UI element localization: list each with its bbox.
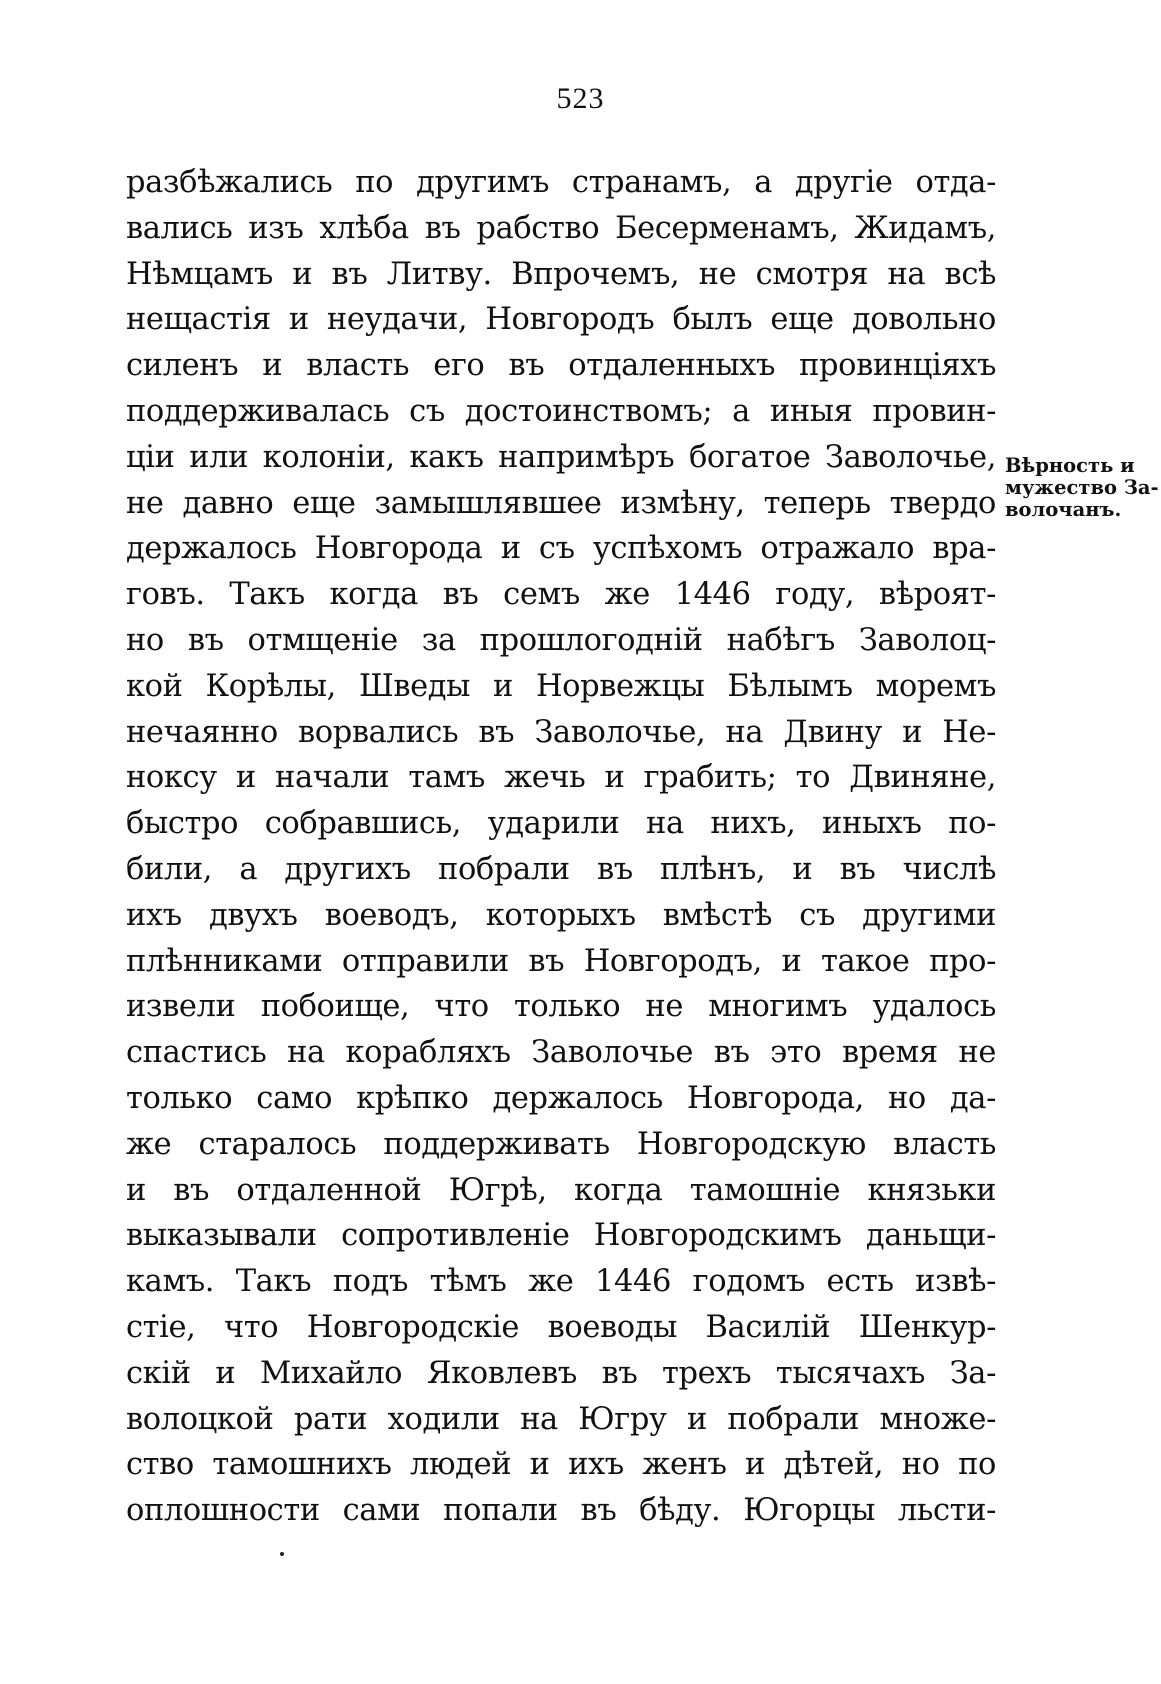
marginal-note-line: Вѣрность и <box>1005 454 1135 477</box>
text-line: камъ. Такъ подъ тѣмъ же 1446 годомъ есть извѣ- <box>126 1264 996 1300</box>
text-line: плѣнниками отправили въ Новгородъ, и такое про- <box>126 943 996 979</box>
text-line: стіе, что Новгородскіе воеводы Василій Шенкур- <box>126 1309 996 1345</box>
text-line: держалось Новгорода и съ успѣхомъ отражало вра- <box>126 531 996 567</box>
text-line: нещастія и неудачи, Новгородъ былъ еще довольно <box>126 302 996 338</box>
text-line: извели побоище, что только не многимъ удалось <box>126 989 996 1025</box>
text-line: ихъ двухъ воеводъ, которыхъ вмѣстѣ съ другими <box>126 897 996 933</box>
text-line: спастись на корабляхъ Заволочье въ это время не <box>126 1035 996 1071</box>
text-line: выказывали сопротивленіе Новгородскимъ даньщи- <box>126 1218 996 1254</box>
text-line: нечаянно ворвались въ Заволочье, на Двину и Не- <box>126 714 996 750</box>
text-line: кой Корѣлы, Шведы и Норвежцы Бѣлымъ моремъ <box>126 668 996 704</box>
text-line: били, а другихъ побрали въ плѣнъ, и въ числѣ <box>126 851 996 887</box>
text-line: и въ отдаленной Югрѣ, когда тамошніе князьки <box>126 1172 996 1208</box>
text-line: только само крѣпко держалось Новгорода, но да- <box>126 1080 996 1116</box>
ink-speck <box>280 1552 284 1556</box>
marginal-note-line: мужество За- <box>1005 476 1159 499</box>
text-line: разбѣжались по другимъ странамъ, а другіе отда- <box>126 165 996 200</box>
marginal-note <box>1005 454 1159 521</box>
text-line: поддерживалась съ достоинствомъ; а иныя провин- <box>126 393 996 429</box>
text-line: говъ. Такъ когда въ семъ же 1446 году, вѣроят- <box>126 577 996 613</box>
text-line: ноксу и начали тамъ жечь и грабить; то Двиняне, <box>126 760 996 796</box>
page-number: 523 <box>556 82 605 115</box>
text-line: ство тамошнихъ людей и ихъ женъ и дѣтей, но по <box>126 1447 996 1483</box>
text-line: ціи или колоніи, какъ напримѣръ богатое Заволочье, <box>126 439 996 475</box>
text-line: но въ отмщеніе за прошлогодній набѣгъ Заволоц- <box>126 622 996 658</box>
text-line: не давно еще замышлявшее измѣну, теперь твердо <box>126 485 996 521</box>
text-line: оплошности сами попали въ бѣду. Югорцы льсти- <box>126 1493 996 1529</box>
marginal-note-line: волочанъ. <box>1005 498 1122 521</box>
text-line: Нѣмцамъ и въ Литву. Впрочемъ, не смотря на всѣ <box>126 256 996 292</box>
text-line: быстро собравшись, ударили на нихъ, иныхъ по- <box>126 806 996 842</box>
text-line: волоцкой рати ходили на Югру и побрали множе- <box>126 1401 996 1437</box>
text-line: скій и Михайло Яковлевъ въ трехъ тысячахъ За- <box>126 1355 996 1391</box>
body-text <box>126 160 996 1534</box>
text-line: же старалось поддерживать Новгородскую власть <box>126 1126 996 1162</box>
text-line: силенъ и власть его въ отдаленныхъ провинціяхъ <box>126 348 996 384</box>
text-line: вались изъ хлѣба въ рабство Бесерменамъ, Жидамъ, <box>126 210 996 246</box>
